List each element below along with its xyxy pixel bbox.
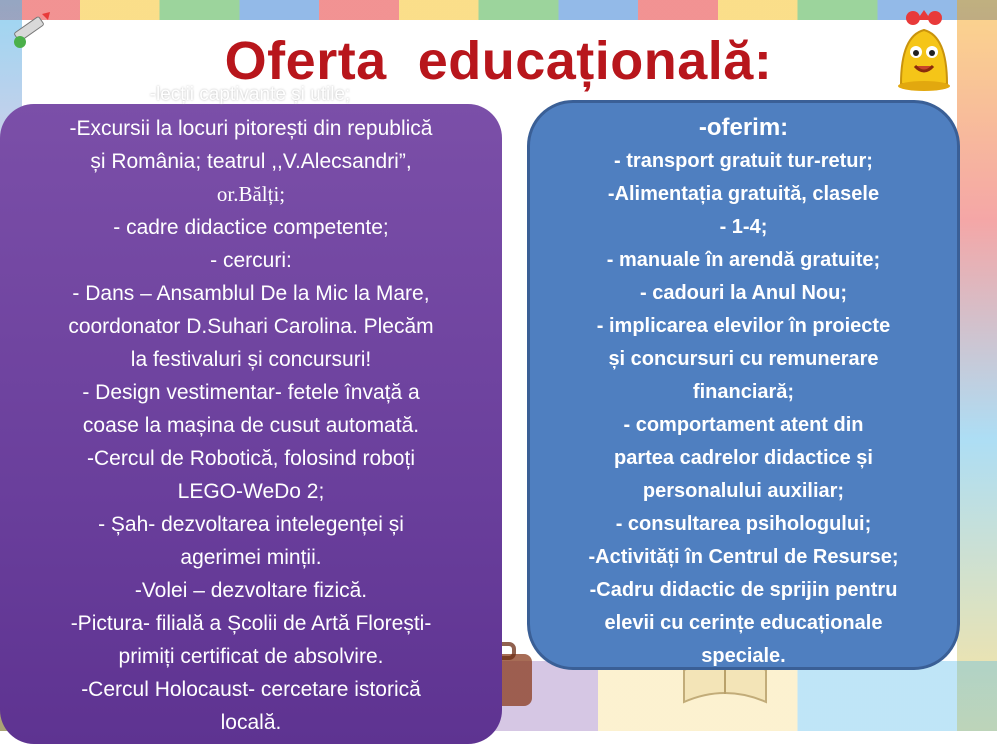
list-item: la festivaluri și concursuri! xyxy=(130,348,372,371)
list-item: - cercuri: xyxy=(210,249,292,272)
right-offer-list xyxy=(540,145,947,673)
list-item: elevii cu cerințe educaționale xyxy=(604,612,883,634)
list-item-text: or.Bălți; xyxy=(216,182,286,206)
list-item: -Alimentația gratuită, clasele xyxy=(607,183,880,205)
frame-top-border xyxy=(0,0,997,20)
offer-panel-left xyxy=(0,104,502,744)
list-item: -Activități în Centrul de Resurse; xyxy=(588,546,899,568)
list-item: - cadre didactice competente; xyxy=(113,216,389,239)
list-item: -Excursii la locuri pitorești din republică xyxy=(69,117,433,140)
list-item xyxy=(14,178,488,211)
list-item: -Cercul Holocaust- cercetare istorică xyxy=(81,678,421,701)
list-item: - transport gratuit tur-retur; xyxy=(614,150,873,172)
list-item: agerimei minții. xyxy=(180,546,322,569)
list-item: - 1-4; xyxy=(719,216,768,238)
list-item: și concursuri cu remunerare xyxy=(608,348,879,370)
list-item: coordonator D.Suhari Carolina. Plecăm xyxy=(68,315,434,338)
list-item: - Dans – Ansamblul De la Mic la Mare, xyxy=(72,282,430,305)
list-item: - Șah- dezvoltarea intelegenței și xyxy=(98,513,404,536)
list-item: - manuale în arendă gratuite; xyxy=(606,249,881,271)
offer-panel-right xyxy=(527,100,960,670)
right-panel-heading: -oferim: xyxy=(698,114,789,141)
list-item: -Volei – dezvoltare fizică. xyxy=(134,579,368,602)
list-item: partea cadrelor didactice și xyxy=(613,447,873,469)
list-item: personalului auxiliar; xyxy=(642,480,845,502)
list-item: coase la mașina de cusut automată. xyxy=(82,414,420,437)
list-item: - cadouri la Anul Nou; xyxy=(639,282,848,304)
list-item: - implicarea elevilor în proiecte xyxy=(596,315,891,337)
faded-list-item: -lecții captivante și utile; xyxy=(149,84,351,105)
list-item: LEGO-WeDo 2; xyxy=(177,480,325,503)
page-title: Oferta educațională: xyxy=(224,31,773,91)
list-item: -Pictura- filială a Școlii de Artă Florești- xyxy=(70,612,432,635)
left-offer-list xyxy=(14,112,488,739)
list-item: locală. xyxy=(220,711,282,734)
frame-right-border xyxy=(957,0,997,731)
list-item: -Cadru didactic de sprijin pentru xyxy=(589,579,898,601)
list-item: financiară; xyxy=(692,381,795,403)
list-item: și România; teatrul ,,V.Alecsandri”, xyxy=(90,150,412,173)
list-item: speciale. xyxy=(701,645,786,667)
list-item: - comportament atent din xyxy=(623,414,864,436)
list-item: - consultarea psihologului; xyxy=(615,513,872,535)
list-item: primiți certificat de absolvire. xyxy=(118,645,384,668)
list-item: - Design vestimentar- fetele învață a xyxy=(82,381,420,404)
list-item: -Cercul de Robotică, folosind roboți xyxy=(86,447,415,470)
